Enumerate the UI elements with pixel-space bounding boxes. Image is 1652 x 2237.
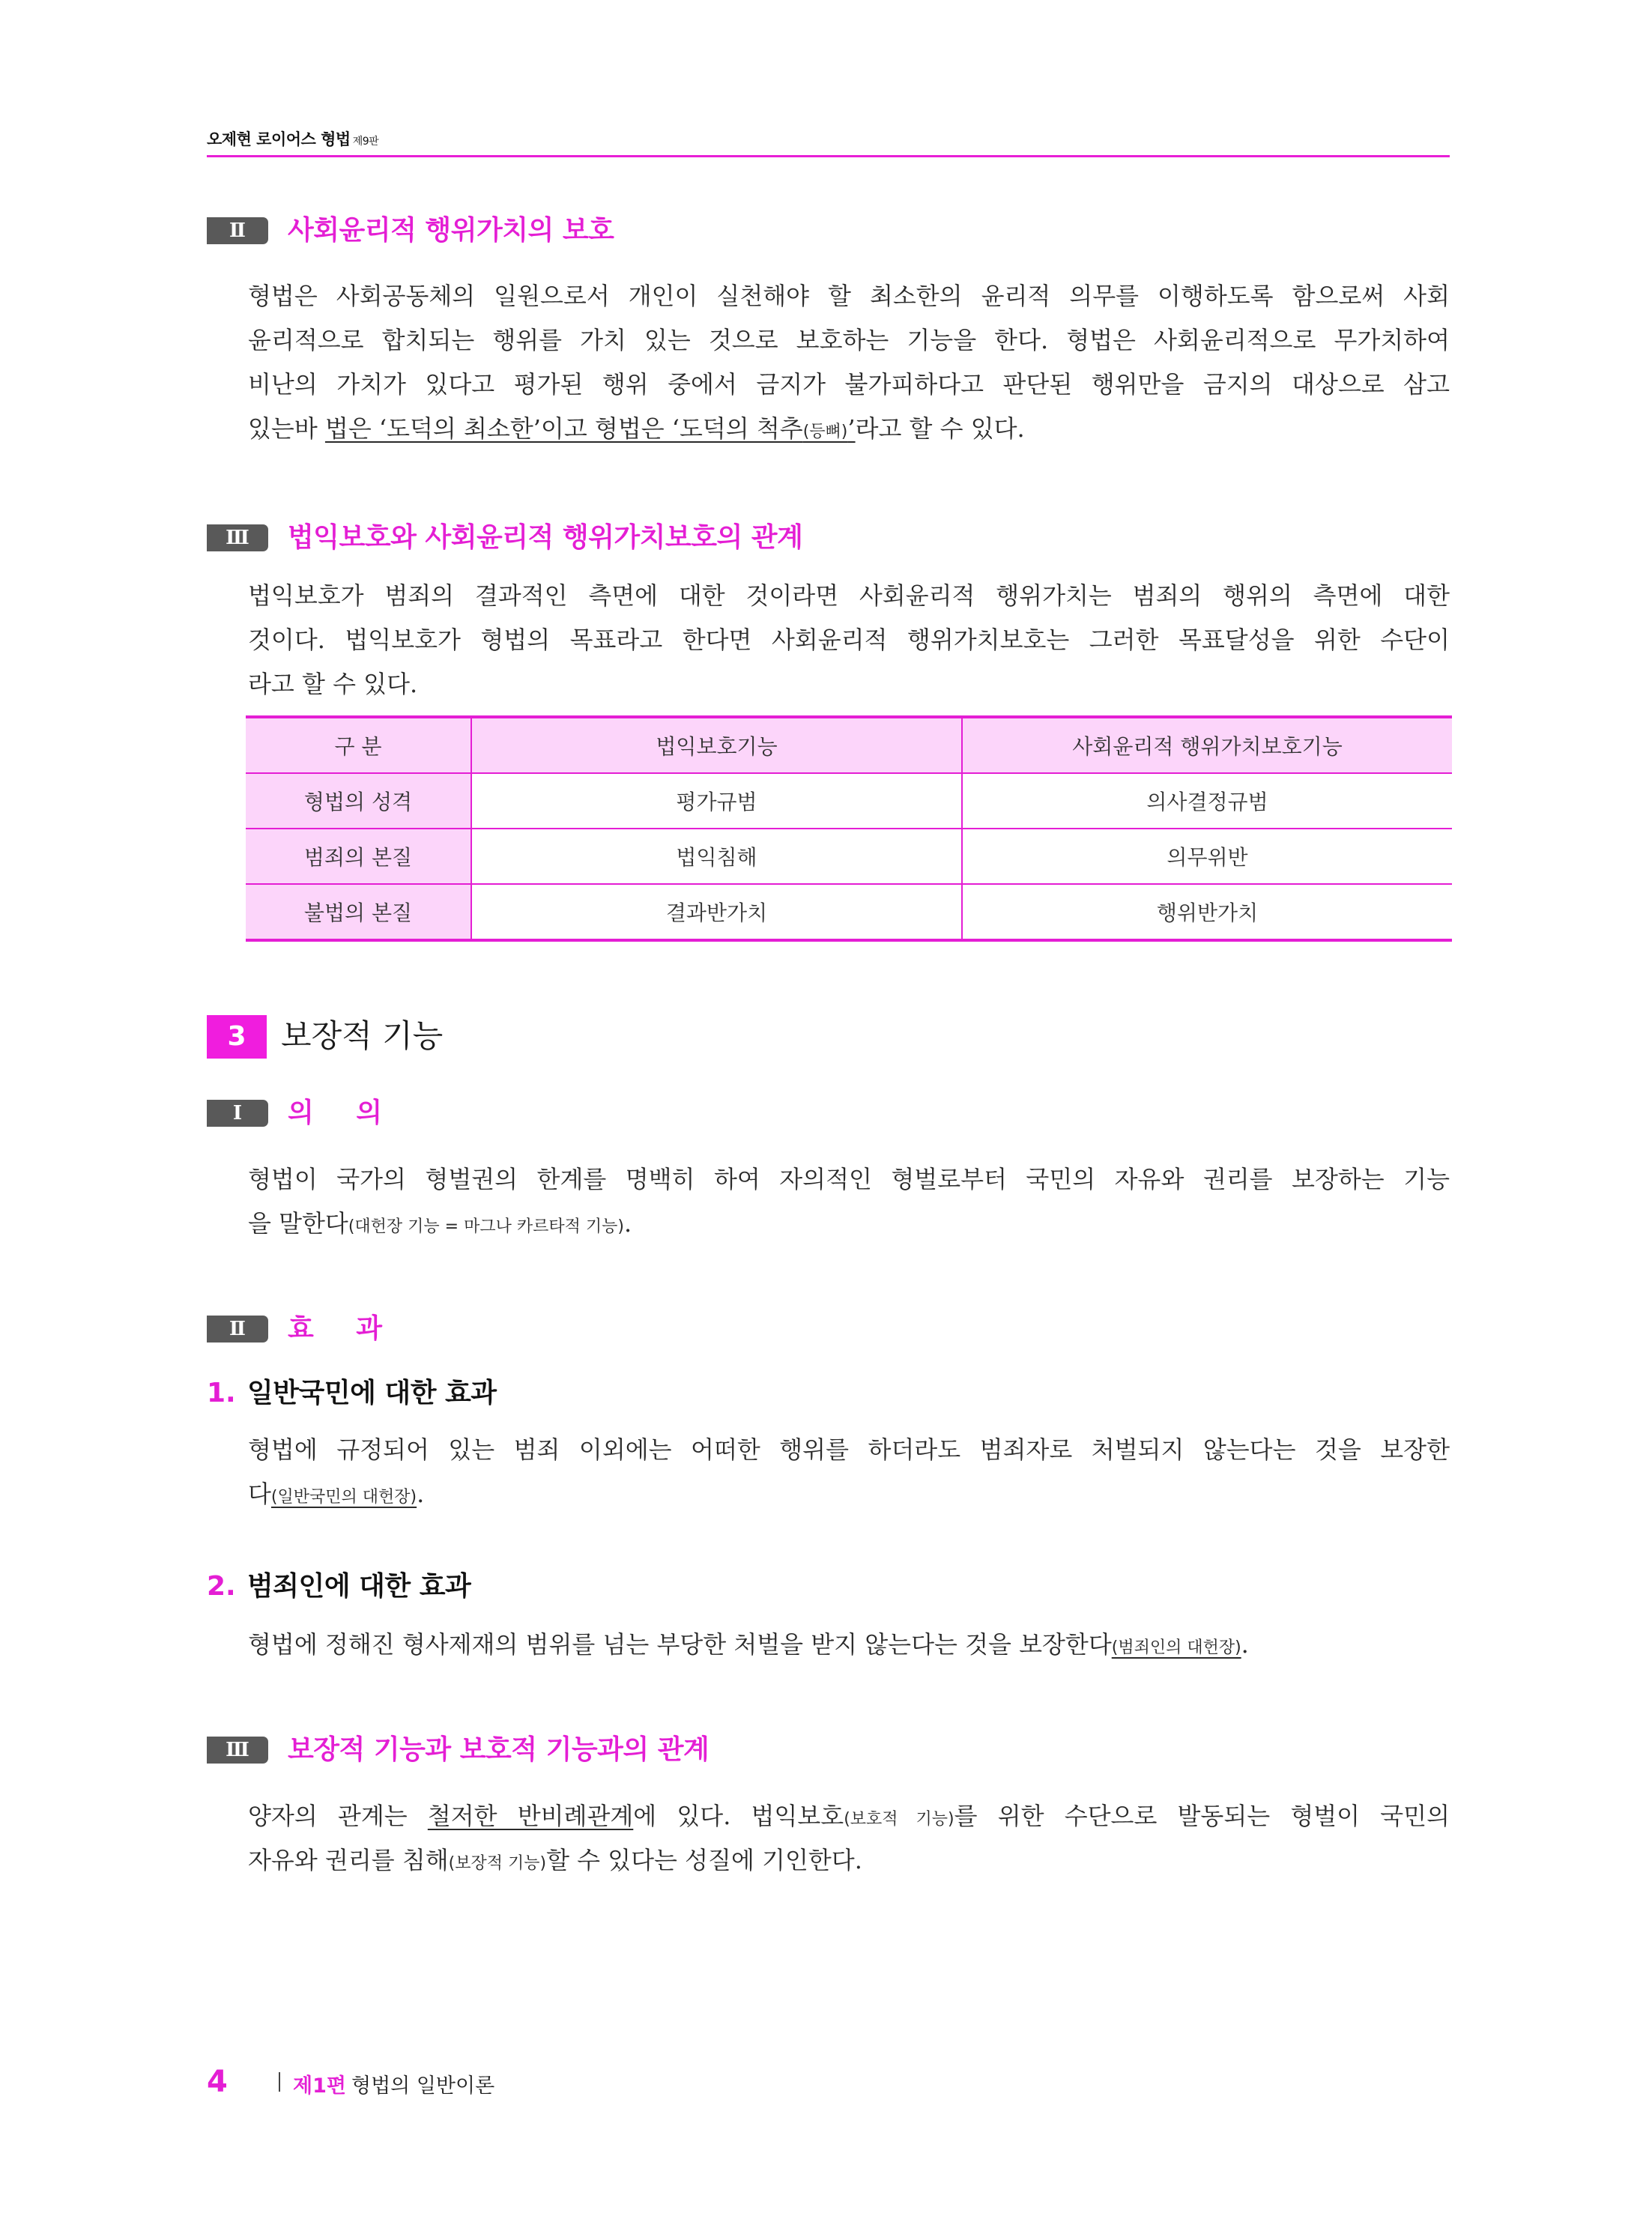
subsection-title: 일반국민에 대한 효과 — [247, 1378, 497, 1408]
text-line: 윤리적으로 합치되는 행위를 가치 있는 것으로 보호하는 기능을 한다. 형법은 사회윤리적으로 무가치하여 — [248, 326, 1450, 354]
section-title-effect: 효 과 — [288, 1313, 399, 1344]
text-span: 을 말한다 — [248, 1209, 348, 1238]
text-span: 양자의 관계는 — [248, 1802, 428, 1830]
subsection-body-citizen — [248, 1428, 1450, 1516]
section-number-3b: Ⅲ — [207, 1737, 268, 1764]
table-header: 법익보호기능 — [471, 717, 962, 773]
text-line: 형법이 국가의 형벌권의 한계를 명백히 하여 자의적인 형벌로부터 국민의 자유와 권리를 보장하는 기능 — [248, 1165, 1450, 1193]
section-number-2b: Ⅱ — [207, 1316, 268, 1342]
table-cell: 법익침해 — [471, 829, 962, 884]
section-title-guarantee-relation: 보장적 기능과 보호적 기능과의 관계 — [288, 1734, 709, 1765]
section-number-1: Ⅰ — [207, 1100, 268, 1127]
text-line — [248, 407, 1450, 451]
text-span: 를 위한 수단으로 발동되는 형벌이 국민의 — [954, 1802, 1450, 1830]
table-row — [246, 884, 1452, 940]
small-note: (대헌장 기능 = 마그나 카르타적 기능) — [348, 1217, 624, 1236]
footer-separator — [279, 2072, 280, 2092]
text-span: 있는바 — [248, 414, 325, 443]
underlined-phrase: 철저한 반비례관계 — [427, 1802, 634, 1830]
section-number-3: Ⅲ — [207, 524, 268, 551]
comparison-table — [246, 715, 1452, 942]
table-cell: 평가규범 — [471, 773, 962, 829]
section-title-meaning: 의 의 — [288, 1098, 399, 1128]
text-span: 자유와 권리를 침해 — [248, 1846, 449, 1874]
section-body-meaning — [248, 1157, 1450, 1246]
text-line — [248, 1202, 1450, 1246]
chapter-number-badge: 3 — [207, 1015, 267, 1059]
subsection-number: 2. — [207, 1571, 236, 1602]
text-line — [248, 1838, 1450, 1883]
text-span: 법은 ‘도덕의 최소한’이고 형법은 ‘도덕의 척추 — [324, 414, 803, 443]
subsection-title: 범죄인에 대한 효과 — [247, 1571, 471, 1602]
small-note: (일반국민의 대헌장) — [270, 1488, 417, 1507]
table-header: 사회윤리적 행위가치보호기능 — [962, 717, 1452, 773]
text-line: 것이다. 법익보호가 형법의 목표라고 한다면 사회윤리적 행위가치보호는 그러한 목표달성을 위한 수단이 — [248, 626, 1450, 654]
chapter-title: 보장적 기능 — [281, 1017, 444, 1054]
table-cell: 범죄의 본질 — [246, 829, 471, 884]
table-row — [246, 773, 1452, 829]
section-body-protection — [248, 274, 1450, 451]
table-cell: 행위반가치 — [962, 884, 1452, 940]
text-span: . — [417, 1480, 425, 1508]
text-line: 형법은 사회공동체의 일원으로서 개인이 실천해야 할 최소한의 윤리적 의무를 이행하도록 함으로써 사회 — [248, 282, 1450, 310]
text-line: 법익보호가 범죄의 결과적인 측면에 대한 것이라면 사회윤리적 행위가치는 범죄의 행위의 측면에 대한 — [248, 581, 1450, 610]
subsection-number: 1. — [207, 1378, 236, 1408]
footer-part: 제1편 — [293, 2074, 346, 2098]
text-span: 에 있다. 법익보호 — [633, 1802, 844, 1830]
section-body-guarantee-relation — [248, 1794, 1450, 1883]
section-body-relation — [248, 574, 1450, 706]
table-cell: 불법의 본질 — [246, 884, 471, 940]
edition: 제9판 — [352, 136, 379, 148]
table-cell: 결과반가치 — [471, 884, 962, 940]
small-note: (보장적 기능) — [448, 1854, 547, 1873]
text-span: 형법에 정해진 형사제재의 범위를 넘는 부당한 처벌을 받지 않는다는 것을 보장한다 — [248, 1630, 1112, 1659]
text-line: 형법에 규정되어 있는 범죄 이외에는 어떠한 행위를 하더라도 범죄자로 처벌되지 않는다는 것을 보장한 — [248, 1435, 1450, 1464]
text-span: 라고 할 수 있다. — [855, 414, 1025, 443]
section-title-relation: 법익보호와 사회윤리적 행위가치보호의 관계 — [288, 522, 803, 553]
table-cell: 형법의 성격 — [246, 773, 471, 829]
small-note: (보호적 기능) — [844, 1810, 954, 1829]
small-note: (범죄인의 대헌장) — [1111, 1638, 1241, 1657]
table-header-row — [246, 717, 1452, 773]
table-cell: 의무위반 — [962, 829, 1452, 884]
table-cell: 의사결정규범 — [962, 773, 1452, 829]
text-span: . — [623, 1209, 632, 1238]
footer-title: 형법의 일반이론 — [351, 2074, 495, 2098]
text-span: 할 수 있다는 성질에 기인한다. — [546, 1846, 862, 1874]
subsection-body-criminal — [248, 1623, 1450, 1667]
text-span: . — [1241, 1630, 1249, 1659]
small-note: (등뼈) — [802, 423, 848, 441]
book-title: 오제현 로이어스 형법 — [207, 130, 351, 148]
text-line — [248, 1794, 1450, 1838]
table-row — [246, 829, 1452, 884]
table-header: 구 분 — [246, 717, 471, 773]
text-line: 비난의 가치가 있다고 평가된 행위 중에서 금지가 불가피하다고 판단된 행위만을 금지의 대상으로 삼고 — [248, 370, 1450, 399]
text-line — [248, 1472, 1450, 1516]
section-number-2: Ⅱ — [207, 217, 268, 244]
running-header — [207, 127, 378, 150]
text-span: ’ — [847, 414, 856, 443]
text-line — [248, 1623, 1450, 1667]
header-rule — [207, 155, 1450, 157]
text-span: 다 — [248, 1480, 271, 1508]
text-line: 라고 할 수 있다. — [248, 670, 418, 698]
page-number: 4 — [207, 2065, 228, 2099]
underlined-phrase — [325, 414, 856, 443]
section-title-protection: 사회윤리적 행위가치의 보호 — [288, 215, 614, 246]
